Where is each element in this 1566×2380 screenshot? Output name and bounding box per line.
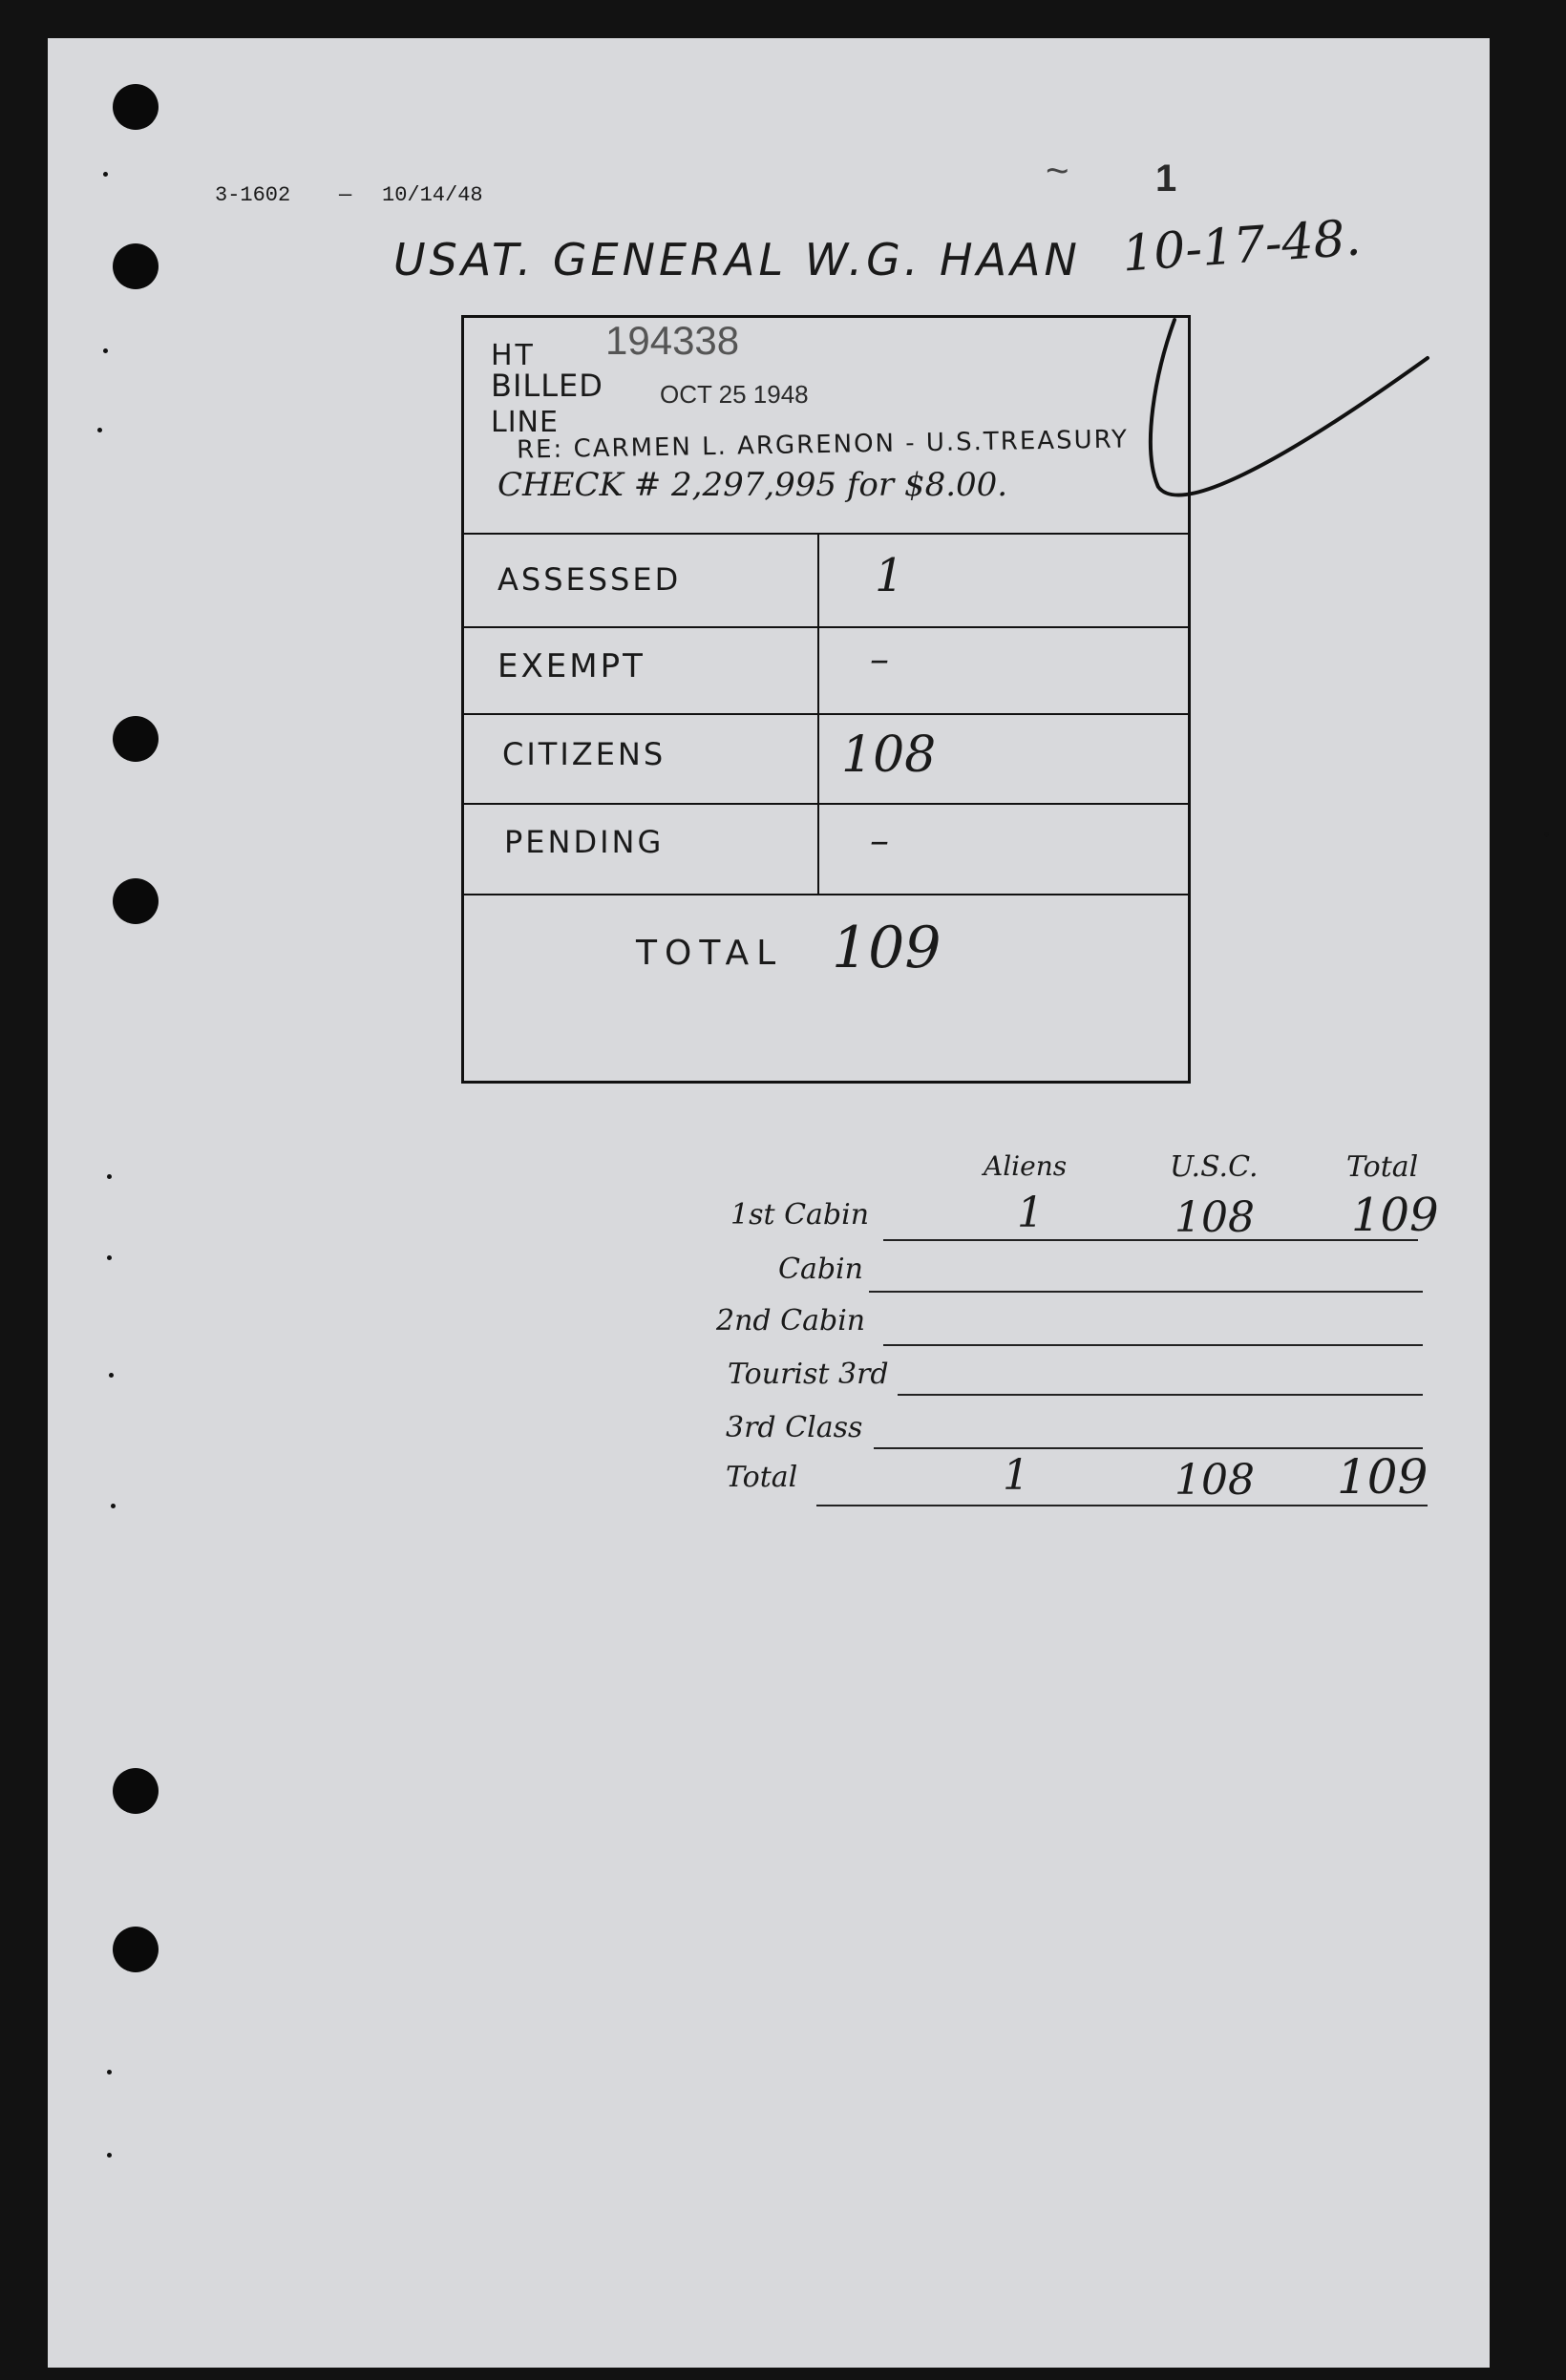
row-label-1st-cabin: 1st Cabin (730, 1198, 870, 1232)
arrival-date: 10-17-48. (1120, 209, 1363, 284)
punch-hole (113, 878, 159, 924)
stamp-line: LINE (491, 406, 559, 439)
stamp-billed: BILLED (491, 368, 603, 404)
summary-box (461, 315, 1191, 1084)
box-divider (464, 533, 1188, 535)
speck (1544, 832, 1549, 837)
row-underline (883, 1239, 1418, 1241)
speck (111, 1504, 116, 1508)
corner-mark: ~ (1046, 148, 1069, 193)
row-label-citizens: CITIZENS (502, 736, 667, 772)
total-label: TOTAL (636, 934, 784, 973)
speck (107, 2153, 112, 2158)
row-value-citizens: 108 (841, 727, 937, 784)
note-line-1: RE: CARMEN L. ARGRENON - U.S.TREASURY (516, 425, 1130, 465)
row-underline (869, 1291, 1423, 1293)
note-line-2: CHECK # 2,297,995 for $8.00. (497, 466, 1008, 504)
speck (97, 428, 102, 432)
document-page (48, 38, 1490, 2368)
box-column-divider (817, 533, 819, 894)
cell-total-total: 109 (1337, 1449, 1428, 1505)
col-header-aliens: Aliens (984, 1150, 1068, 1182)
cell-total-aliens: 1 (1003, 1451, 1029, 1500)
row-label-total: Total (726, 1461, 798, 1494)
stamp-billed-date: OCT 25 1948 (660, 380, 809, 409)
box-divider (464, 894, 1188, 895)
box-divider (464, 803, 1188, 805)
punch-hole (113, 84, 159, 130)
row-label-tourist-3rd: Tourist 3rd (728, 1358, 889, 1391)
row-underline (816, 1505, 1428, 1506)
box-divider (464, 626, 1188, 628)
row-value-pending: – (870, 819, 889, 863)
punch-hole (113, 243, 159, 289)
col-header-usc: U.S.C. (1170, 1150, 1259, 1184)
cell-total-usc: 108 (1174, 1456, 1255, 1505)
punch-hole (113, 716, 159, 762)
punch-hole (113, 1768, 159, 1814)
check-mark-icon (1141, 315, 1447, 544)
stamp-ht: HT (491, 339, 536, 372)
box-divider (464, 713, 1188, 715)
row-label-assessed: ASSESSED (497, 561, 682, 598)
row-label-cabin: Cabin (778, 1253, 863, 1286)
cell-1st-cabin-total: 109 (1351, 1189, 1439, 1242)
row-value-assessed: 1 (875, 549, 904, 602)
speck (103, 348, 108, 353)
cell-1st-cabin-usc: 108 (1174, 1193, 1255, 1242)
punch-hole (113, 1927, 159, 1972)
file-number: 3-1602 (215, 183, 291, 207)
row-label-2nd-cabin: 2nd Cabin (716, 1304, 866, 1337)
col-header-total: Total (1346, 1150, 1419, 1184)
speck (107, 2070, 112, 2075)
row-underline (898, 1394, 1423, 1396)
row-value-exempt: – (870, 638, 889, 682)
speck (107, 1174, 112, 1179)
stamp-serial: 194338 (605, 318, 740, 363)
page-number: 1 (1155, 158, 1177, 200)
speck (107, 1255, 112, 1260)
row-label-exempt: EXEMPT (497, 647, 645, 685)
total-value: 109 (832, 915, 942, 981)
row-label-pending: PENDING (504, 824, 665, 860)
row-underline (883, 1344, 1423, 1346)
speck (109, 1373, 114, 1378)
file-dash: — (339, 183, 352, 207)
file-date: 10/14/48 (382, 183, 483, 207)
vessel-name: USAT. GENERAL W.G. HAAN (393, 234, 1081, 285)
cell-1st-cabin-aliens: 1 (1017, 1189, 1044, 1237)
speck (103, 172, 108, 177)
row-label-3rd-class: 3rd Class (726, 1411, 863, 1444)
